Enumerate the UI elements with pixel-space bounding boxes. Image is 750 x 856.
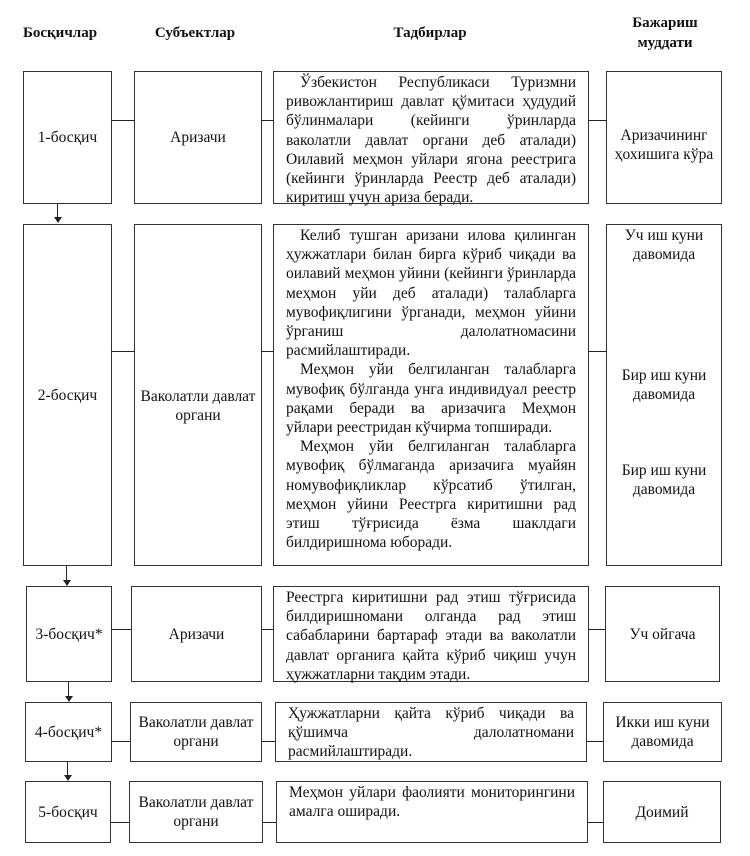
header-stages: Босқичлар — [22, 25, 98, 41]
deadline-label: Икки иш куни давомида — [615, 714, 710, 750]
subject-box-1 — [134, 71, 262, 204]
flow-arrow-line — [68, 682, 69, 696]
subject-label: Ваколатли давлат органи — [138, 794, 254, 830]
connector-line — [261, 741, 276, 742]
subject-label: Аризачи — [170, 129, 226, 146]
header-subjects: Субъектлар — [154, 25, 236, 41]
deadline-label: Аризачининг ҳохишига кўра — [614, 126, 714, 163]
deadline-box-2 — [606, 224, 722, 566]
action-text: Реестрга киритишни рад этиш тўғрисида билдиришномани олганда рад этиш сабабларини бартараф этади ва ваколатли давлат органига қайта кўриб чиқиш учун ҳужжатларни тақдим этади. — [286, 589, 576, 683]
arrow-down-icon — [54, 217, 62, 223]
subject-box-4 — [130, 702, 262, 762]
connector-line — [111, 629, 132, 630]
stage-label: 3-босқич* — [35, 625, 103, 643]
deadline-label: Уч ойгача — [629, 625, 696, 643]
stage-label: 4-босқич* — [34, 723, 103, 741]
header-deadline-line1: Бажариш — [632, 15, 698, 31]
connector-line — [588, 120, 607, 121]
header-deadline — [610, 13, 720, 53]
actions-box-4 — [275, 702, 587, 762]
connector-line — [111, 351, 135, 352]
deadline-box-5 — [603, 781, 721, 843]
action-text: Меҳмон уйи белгиланган талабларга мувофиқ бўлмаганда аризачига муайян номувофиқликлар кўрсатиб ўтилган, меҳмон уйини Реестрга киритишни рад этиш тўғрисида ёзма шаклдаги билдиришнома юборади. — [286, 438, 576, 552]
actions-box-3 — [273, 586, 589, 682]
action-text: Ҳужжатларни қайта кўриб чиқади ва қўшимча далолатномани расмийлаштиради. — [288, 705, 574, 761]
subject-label: Ваколатли давлат органи — [140, 388, 256, 424]
action-text: Ўзбекистон Республикаси Туризмни ривожлантириш давлат қўмитаси ҳудудий бўлинмалари (кейинги ўринларда ваколатли давлат органи деб аталади) Оилавий меҳмон уйлари ягона реестрига (кейинги ўринларда Реестр деб аталади) киритиш учун ариза беради. — [286, 74, 576, 207]
connector-line — [588, 351, 607, 352]
stage-label: 5-босқич — [38, 803, 98, 821]
header-deadline-line2: муддати — [637, 35, 693, 51]
subject-label: Ваколатли давлат органи — [138, 714, 254, 750]
subject-box-5 — [129, 781, 263, 843]
subject-box-3 — [131, 586, 262, 682]
connector-line — [111, 741, 131, 742]
stage-box-1 — [23, 71, 112, 204]
deadline-label: Уч иш куни давомида — [624, 227, 704, 263]
connector-line — [111, 120, 135, 121]
stage-box-4 — [25, 702, 112, 762]
stage-box-3 — [26, 586, 112, 682]
header-actions: Тадбирлар — [393, 25, 467, 41]
flow-arrow-line — [67, 762, 68, 775]
deadline-box-1 — [606, 71, 722, 204]
subject-box-2 — [134, 224, 262, 566]
flow-arrow-line — [66, 566, 67, 580]
stage-label: 1-босқич — [37, 129, 98, 146]
deadline-label: Бир иш куни давомида — [621, 367, 707, 403]
subject-label: Аризачи — [168, 625, 225, 643]
action-text: Келиб тушган аризани илова қилинган ҳужжатлари билан бирга кўриб чиқади ва оилавий меҳмон уйини (кейинги ўринларда меҳмон уйи деб аталади) талабларга мувофиқлигини ўрганади, меҳмон уйини ўрганиш далолатномасини расмийлаштиради. — [286, 227, 576, 360]
connector-line — [110, 822, 130, 823]
actions-box-5 — [276, 781, 588, 843]
connector-line — [588, 629, 606, 630]
connector-line — [262, 822, 277, 823]
actions-box-2 — [273, 224, 589, 566]
actions-box-1 — [273, 71, 589, 207]
stage-label: 2-босқич — [37, 386, 98, 404]
action-text: Меҳмон уйлари фаолияти мониторингини амалга оширади. — [289, 784, 575, 821]
stage-box-5 — [25, 781, 111, 843]
stage-box-2 — [23, 224, 112, 566]
deadline-box-4 — [603, 702, 722, 762]
deadline-box-3 — [605, 586, 720, 682]
action-text: Меҳмон уйи белгиланган талабларга мувофиқ бўлганда унга индивидуал реестр рақами беради ва аризачига Меҳмон уйлари реестридан кўчирма топширади. — [286, 361, 576, 437]
flow-arrow-line — [57, 204, 58, 218]
deadline-label: Бир иш куни давомида — [621, 462, 707, 498]
connector-line — [587, 822, 604, 823]
deadline-label: Доимий — [635, 803, 689, 821]
connector-line — [586, 741, 604, 742]
